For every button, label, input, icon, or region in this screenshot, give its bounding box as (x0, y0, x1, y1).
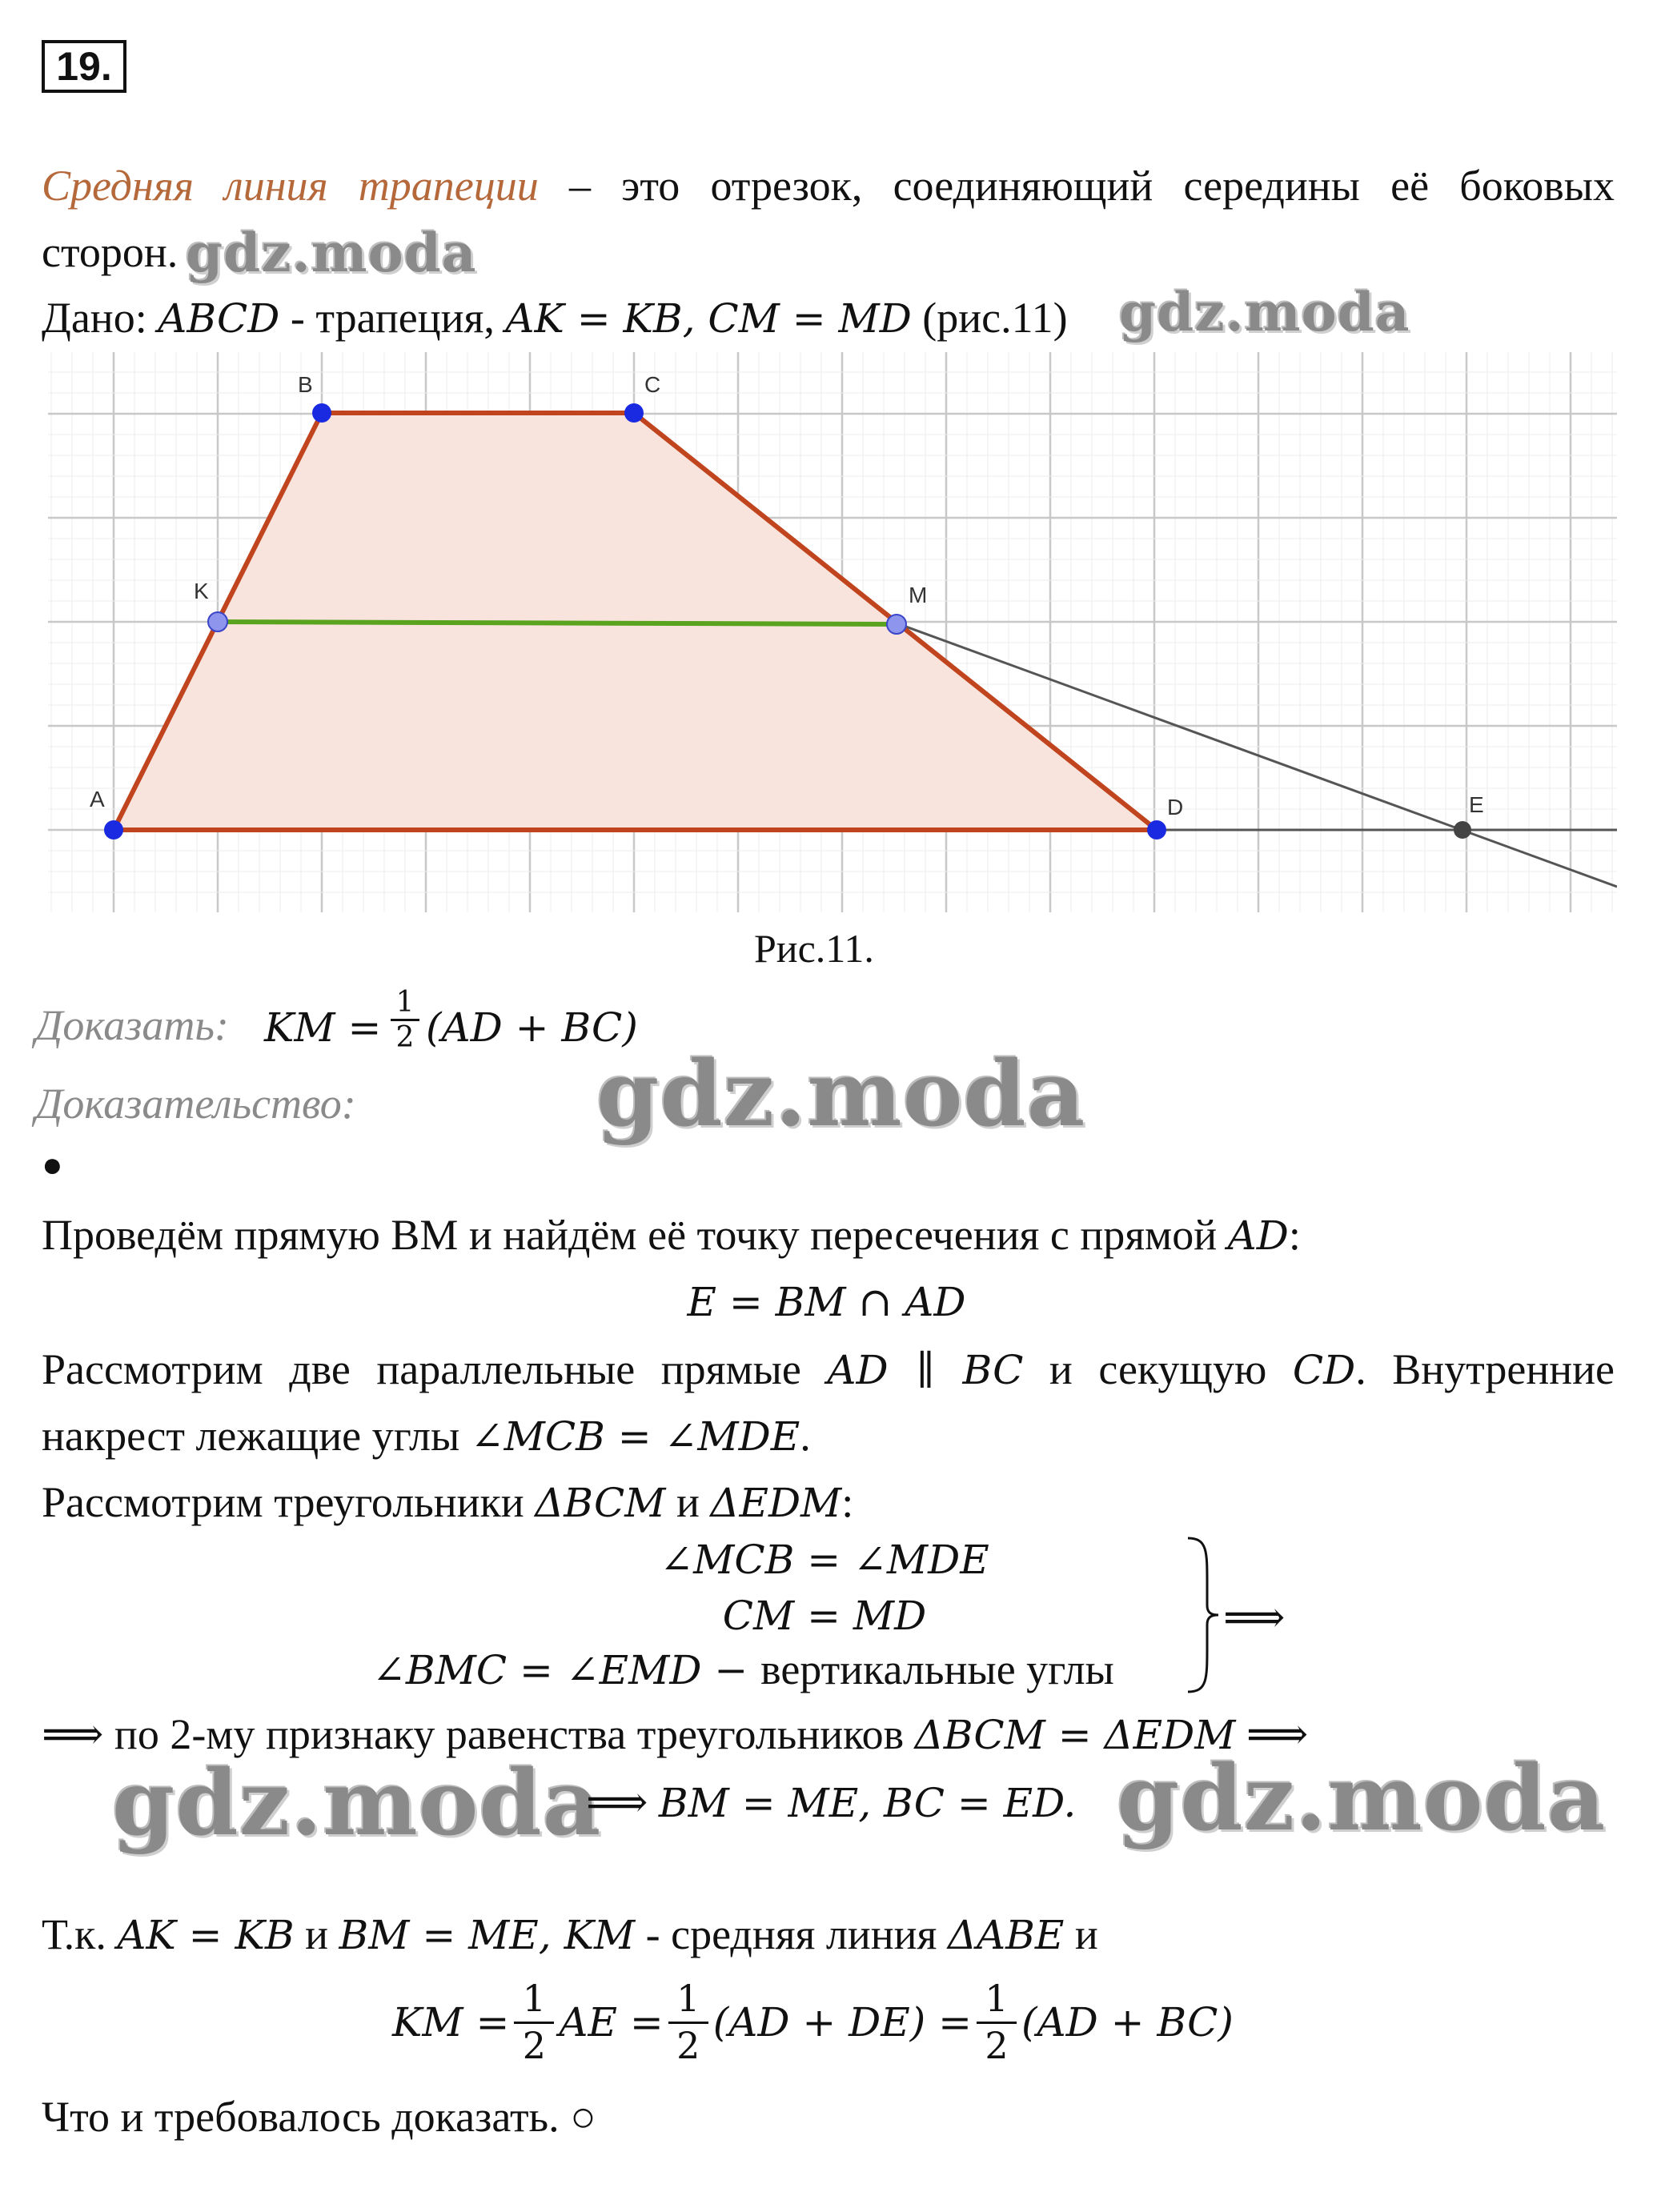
proof-line-6-f1: AK = KB (117, 1912, 295, 1958)
watermark-5: gdz.moda (1117, 1746, 1607, 1851)
label-b: B (298, 372, 313, 397)
proof-line-1 (42, 1211, 1301, 1259)
point-d (1147, 820, 1166, 840)
final-eq-fraction-1 (514, 1977, 554, 2067)
proof-line-2-f3: ∠MCB = ∠MDE (470, 1413, 800, 1460)
equation-e: E = BM ∩ AD (687, 1279, 966, 1325)
system-row-3 (372, 1647, 1114, 1693)
proof-line-1-formula: AD (1227, 1212, 1289, 1259)
prove-fraction (391, 986, 419, 1055)
prove-rhs: (AD + BC) (426, 1004, 638, 1051)
label-c: C (644, 372, 661, 397)
final-eq-fraction-1-den: 2 (522, 2023, 546, 2067)
definition-text: – это отрезок, соединяющий середины её боковых (538, 162, 1615, 210)
point-m (887, 615, 906, 634)
proof-line-2b (42, 1412, 811, 1460)
system-row-1: ∠MCB = ∠MDE (660, 1537, 989, 1583)
label-d: D (1167, 795, 1184, 819)
final-eq-fraction-2-num: 1 (668, 1977, 708, 2023)
proof-line-1-end: : (1288, 1211, 1301, 1259)
proof-line-2-c: . Внутренние (1355, 1345, 1615, 1393)
final-eq-ad-bc: (AD + BC) (1021, 1999, 1234, 2046)
given-formula-1: ABCD (158, 295, 280, 342)
proof-line-4-a: ⟹ по 2-му признаку равенства треугольников (42, 1710, 915, 1758)
prove-fraction-num: 1 (391, 986, 419, 1021)
watermark-3: gdz.moda (596, 1042, 1086, 1147)
trapezoid-figure (48, 352, 1617, 912)
proof-line-6-c: - средняя линия (635, 1910, 948, 1958)
final-eq-fraction-3-den: 2 (985, 2023, 1009, 2067)
proof-line-6-b: и (294, 1910, 339, 1958)
final-equation (392, 1970, 1234, 2074)
system-brace (1183, 1535, 1223, 1695)
system-row-3-formula: ∠BMC = ∠EMD − (372, 1647, 761, 1693)
proof-line-6-d: и (1064, 1910, 1098, 1958)
point-c (624, 403, 644, 423)
proof-line-2 (42, 1345, 1615, 1393)
bullet: ● (42, 1145, 63, 1184)
given-text: - трапеция, (279, 294, 506, 342)
final-eq-fraction-1-num: 1 (514, 1977, 554, 2023)
definition-line-1 (42, 162, 1615, 210)
proof-line-3 (42, 1478, 854, 1526)
prove-lhs: KM = (264, 1004, 382, 1051)
given-figure-ref: (рис.11) (911, 294, 1068, 342)
final-eq-km: KM = (392, 1999, 510, 2046)
prove-fraction-den: 2 (395, 1021, 415, 1055)
label-e: E (1469, 792, 1484, 817)
watermark-1: gdz.moda (186, 222, 477, 284)
proof-line-2-d: накрест лежащие углы (42, 1412, 471, 1460)
proof-line-5-a: ⟹ (586, 1778, 659, 1826)
proof-line-2-a: Рассмотрим две параллельные прямые (42, 1345, 828, 1393)
proof-line-2-b: и секущую (1023, 1345, 1293, 1393)
proof-line-3-f1: ΔBCM (535, 1480, 666, 1526)
final-eq-ad-de: (AD + DE) = (712, 1999, 973, 2046)
conclusion: Что и требовалось доказать. ○ (42, 2093, 596, 2141)
given-line (42, 294, 1068, 342)
proof-line-2-e: . (800, 1412, 811, 1460)
proof-line-3-b: и (665, 1478, 711, 1526)
definition-term: Средняя линия трапеции (42, 162, 539, 210)
proof-line-4-f1: ΔBCM = ΔEDM (914, 1712, 1236, 1758)
proof-line-2-f1: AD ∥ BC (827, 1347, 1024, 1393)
point-k (208, 612, 227, 631)
system-row-3-text: вертикальные углы (760, 1645, 1114, 1693)
final-eq-ae: AE = (559, 1999, 664, 2046)
proof-line-6-f3: ΔABE (947, 1912, 1065, 1958)
final-eq-fraction-2-den: 2 (676, 2023, 700, 2067)
problem-number: 19. (42, 40, 126, 93)
proof-line-1-text: Проведём прямую BM и найдём её точку пересечения с прямой (42, 1211, 1228, 1259)
proof-line-6 (42, 1910, 1098, 1958)
watermark-4: gdz.moda (112, 1751, 602, 1856)
final-eq-fraction-3 (977, 1977, 1017, 2067)
proof-line-2-f2: CD (1292, 1347, 1356, 1393)
prove-label: Доказать: (35, 1001, 229, 1049)
proof-line-5-f1: BM = ME, BC = ED. (658, 1780, 1077, 1826)
label-a: A (90, 787, 105, 811)
proof-line-3-f2: ΔEDM (710, 1480, 842, 1526)
point-b (312, 403, 331, 423)
figure-caption: Рис.11. (754, 926, 874, 971)
watermark-2: gdz.moda (1119, 281, 1410, 343)
definition-line-2: сторон. (42, 228, 179, 276)
given-prefix: Дано: (42, 294, 158, 342)
final-eq-fraction-3-num: 1 (977, 1977, 1017, 2023)
point-a (104, 820, 123, 840)
point-e (1454, 821, 1471, 839)
given-formula-2: AK = KB, CM = MD (505, 295, 912, 342)
proof-line-3-c: : (841, 1478, 854, 1526)
proof-line-3-a: Рассмотрим треугольники (42, 1478, 536, 1526)
label-m: M (909, 583, 928, 607)
label-k: K (194, 579, 209, 603)
midline-km (218, 622, 897, 624)
system-row-2: CM = MD (722, 1593, 927, 1639)
proof-line-4-b: ⟹ (1235, 1710, 1309, 1758)
proof-label: Доказательство: (35, 1080, 356, 1128)
proof-line-5 (586, 1778, 1077, 1826)
system-implies: ⟹ (1223, 1593, 1286, 1641)
proof-line-6-f2: BM = ME, KM (339, 1912, 636, 1958)
proof-line-6-a: Т.к. (42, 1910, 118, 1958)
final-eq-fraction-2 (668, 1977, 708, 2067)
